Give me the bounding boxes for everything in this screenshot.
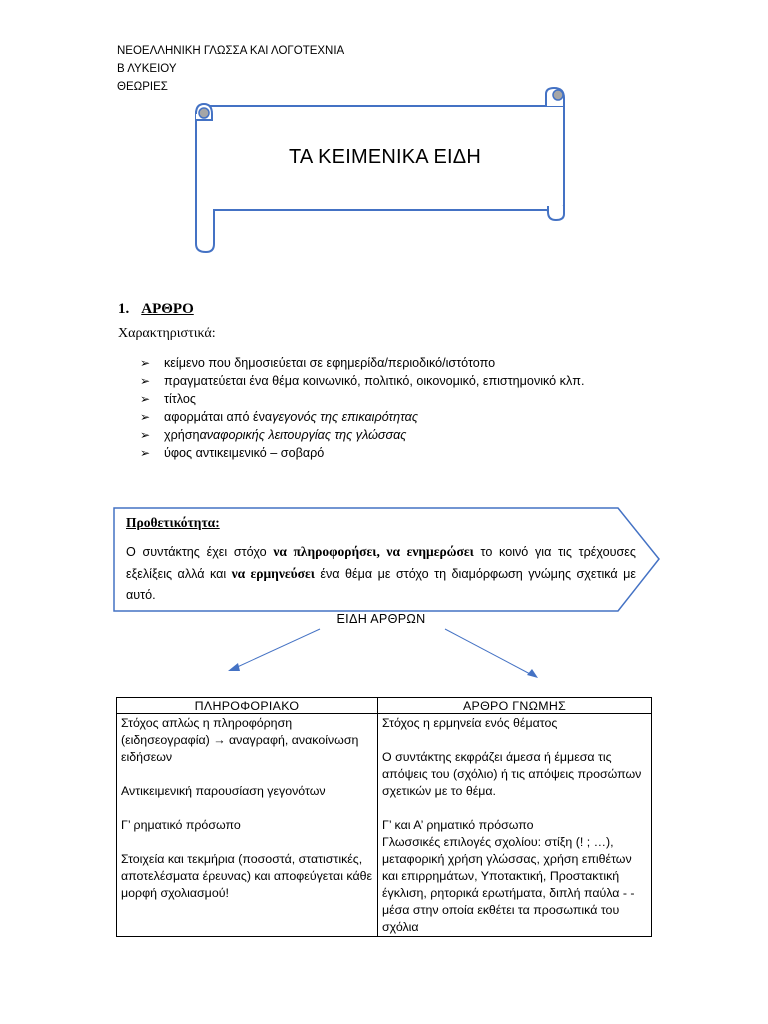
section-number: 1. bbox=[118, 301, 130, 317]
subject-line: ΝΕΟΕΛΛΗΝΙΚΗ ΓΛΩΣΣΑ ΚΑΙ ΛΟΓΟΤΕΧΝΙΑ bbox=[117, 45, 345, 57]
informative-cell: Στόχος απλώς η πληροφόρηση (ειδησεογραφία) → αναγραφή, ανακοίνωση ειδήσεων Αντικειμενική παρουσίαση γεγονότων Γ’ ρηματικό πρόσωπο Στοιχεία και τεκμήρια (ποσοστά, στατιστικές, αποτελέσματα έρευνας) και αποφεύγεται κάθε μορφή σχολιασμού! bbox=[117, 714, 378, 937]
opinion-cell: Στόχος η ερμηνεία ενός θέματος Ο συντάκτης εκφράζει άμεσα ή έμμεσα τις απόψεις του (σχόλιο) ή τις απόψεις προσώπων σχετικών με το θέμα. Γ’ και Α’ ρηματικό πρόσωπο Γλωσσικές επιλογές σχολίου: στίξη (! ; …), μεταφορική χρήση γλώσσας, χρήση επιθέτων και επιρρημάτων, Υποτακτική, Προστακτική έγκλιση, ρητορικά ερωτήματα, διπλή παύλα - - μέσα στην οποία εκθέτει τα προσωπικά του σχόλια bbox=[378, 714, 652, 937]
arrowhead-bullet-icon: ➢ bbox=[140, 392, 151, 406]
grade-line: Β ΛΥΚΕΙΟΥ bbox=[117, 63, 177, 75]
right-arrow-icon: → bbox=[213, 733, 226, 747]
article-types-table bbox=[116, 697, 652, 937]
list-item: ➢ κείμενο που δημοσιεύεται σε εφημερίδα/περιοδικό/ιστότοπο bbox=[140, 356, 496, 370]
scroll-title: ΤΑ ΚΕΙΜΕΝΙΚΑ ΕΙΔΗ bbox=[289, 146, 481, 168]
arrowhead-left-icon bbox=[228, 663, 240, 671]
scroll-banner bbox=[184, 84, 580, 254]
section-heading bbox=[118, 301, 194, 318]
purpose-text: Ο συντάκτης έχει στόχο να πληροφορήσει, να ενημερώσει το κοινό για τις τρέχουσες εξελίξεις αλλά και να ερμηνεύσει ένα θέμα με στόχο τη διαμόρφωση γνώμης σχετικά με αυτό. bbox=[126, 544, 636, 602]
arrowhead-right-icon bbox=[527, 669, 538, 678]
list-item: ➢ πραγματεύεται ένα θέμα κοινωνικό, πολιτικό, οικονομικό, επιστημονικό κλπ. bbox=[140, 374, 585, 388]
arrowhead-bullet-icon: ➢ bbox=[140, 374, 151, 388]
arrowhead-bullet-icon: ➢ bbox=[140, 410, 151, 424]
list-item: ➢ τίτλος bbox=[140, 392, 196, 406]
arrowhead-bullet-icon: ➢ bbox=[140, 428, 151, 442]
branch-arrows bbox=[220, 625, 550, 685]
list-item: ➢ αφορμάται από ένα γεγονός της επικαιρότητας bbox=[140, 410, 418, 424]
features-label: Χαρακτηριστικά: bbox=[118, 326, 216, 341]
arrowhead-bullet-icon: ➢ bbox=[140, 356, 151, 370]
article-types-label: ΕΙΔΗ ΑΡΘΡΩΝ bbox=[336, 612, 426, 626]
column-header-informative: ΠΛΗΡΟΦΟΡΙΑΚΟ bbox=[117, 698, 378, 714]
scroll-fold-shade bbox=[553, 90, 563, 100]
purpose-title: Προθετικότητα: bbox=[126, 515, 220, 530]
arrowhead-bullet-icon: ➢ bbox=[140, 446, 151, 460]
features-list bbox=[140, 354, 584, 462]
column-header-opinion: ΑΡΘΡΟ ΓΝΩΜΗΣ bbox=[378, 698, 652, 714]
list-item: ➢ ύφος αντικειμενικό – σοβαρό bbox=[140, 446, 325, 460]
list-item: ➢ χρήση αναφορικής λειτουργίας της γλώσσας bbox=[140, 428, 407, 442]
category-line: ΘΕΩΡΙΕΣ bbox=[117, 81, 168, 93]
section-title: ΑΡΘΡΟ bbox=[141, 301, 194, 317]
scroll-fold-shade bbox=[199, 108, 209, 118]
